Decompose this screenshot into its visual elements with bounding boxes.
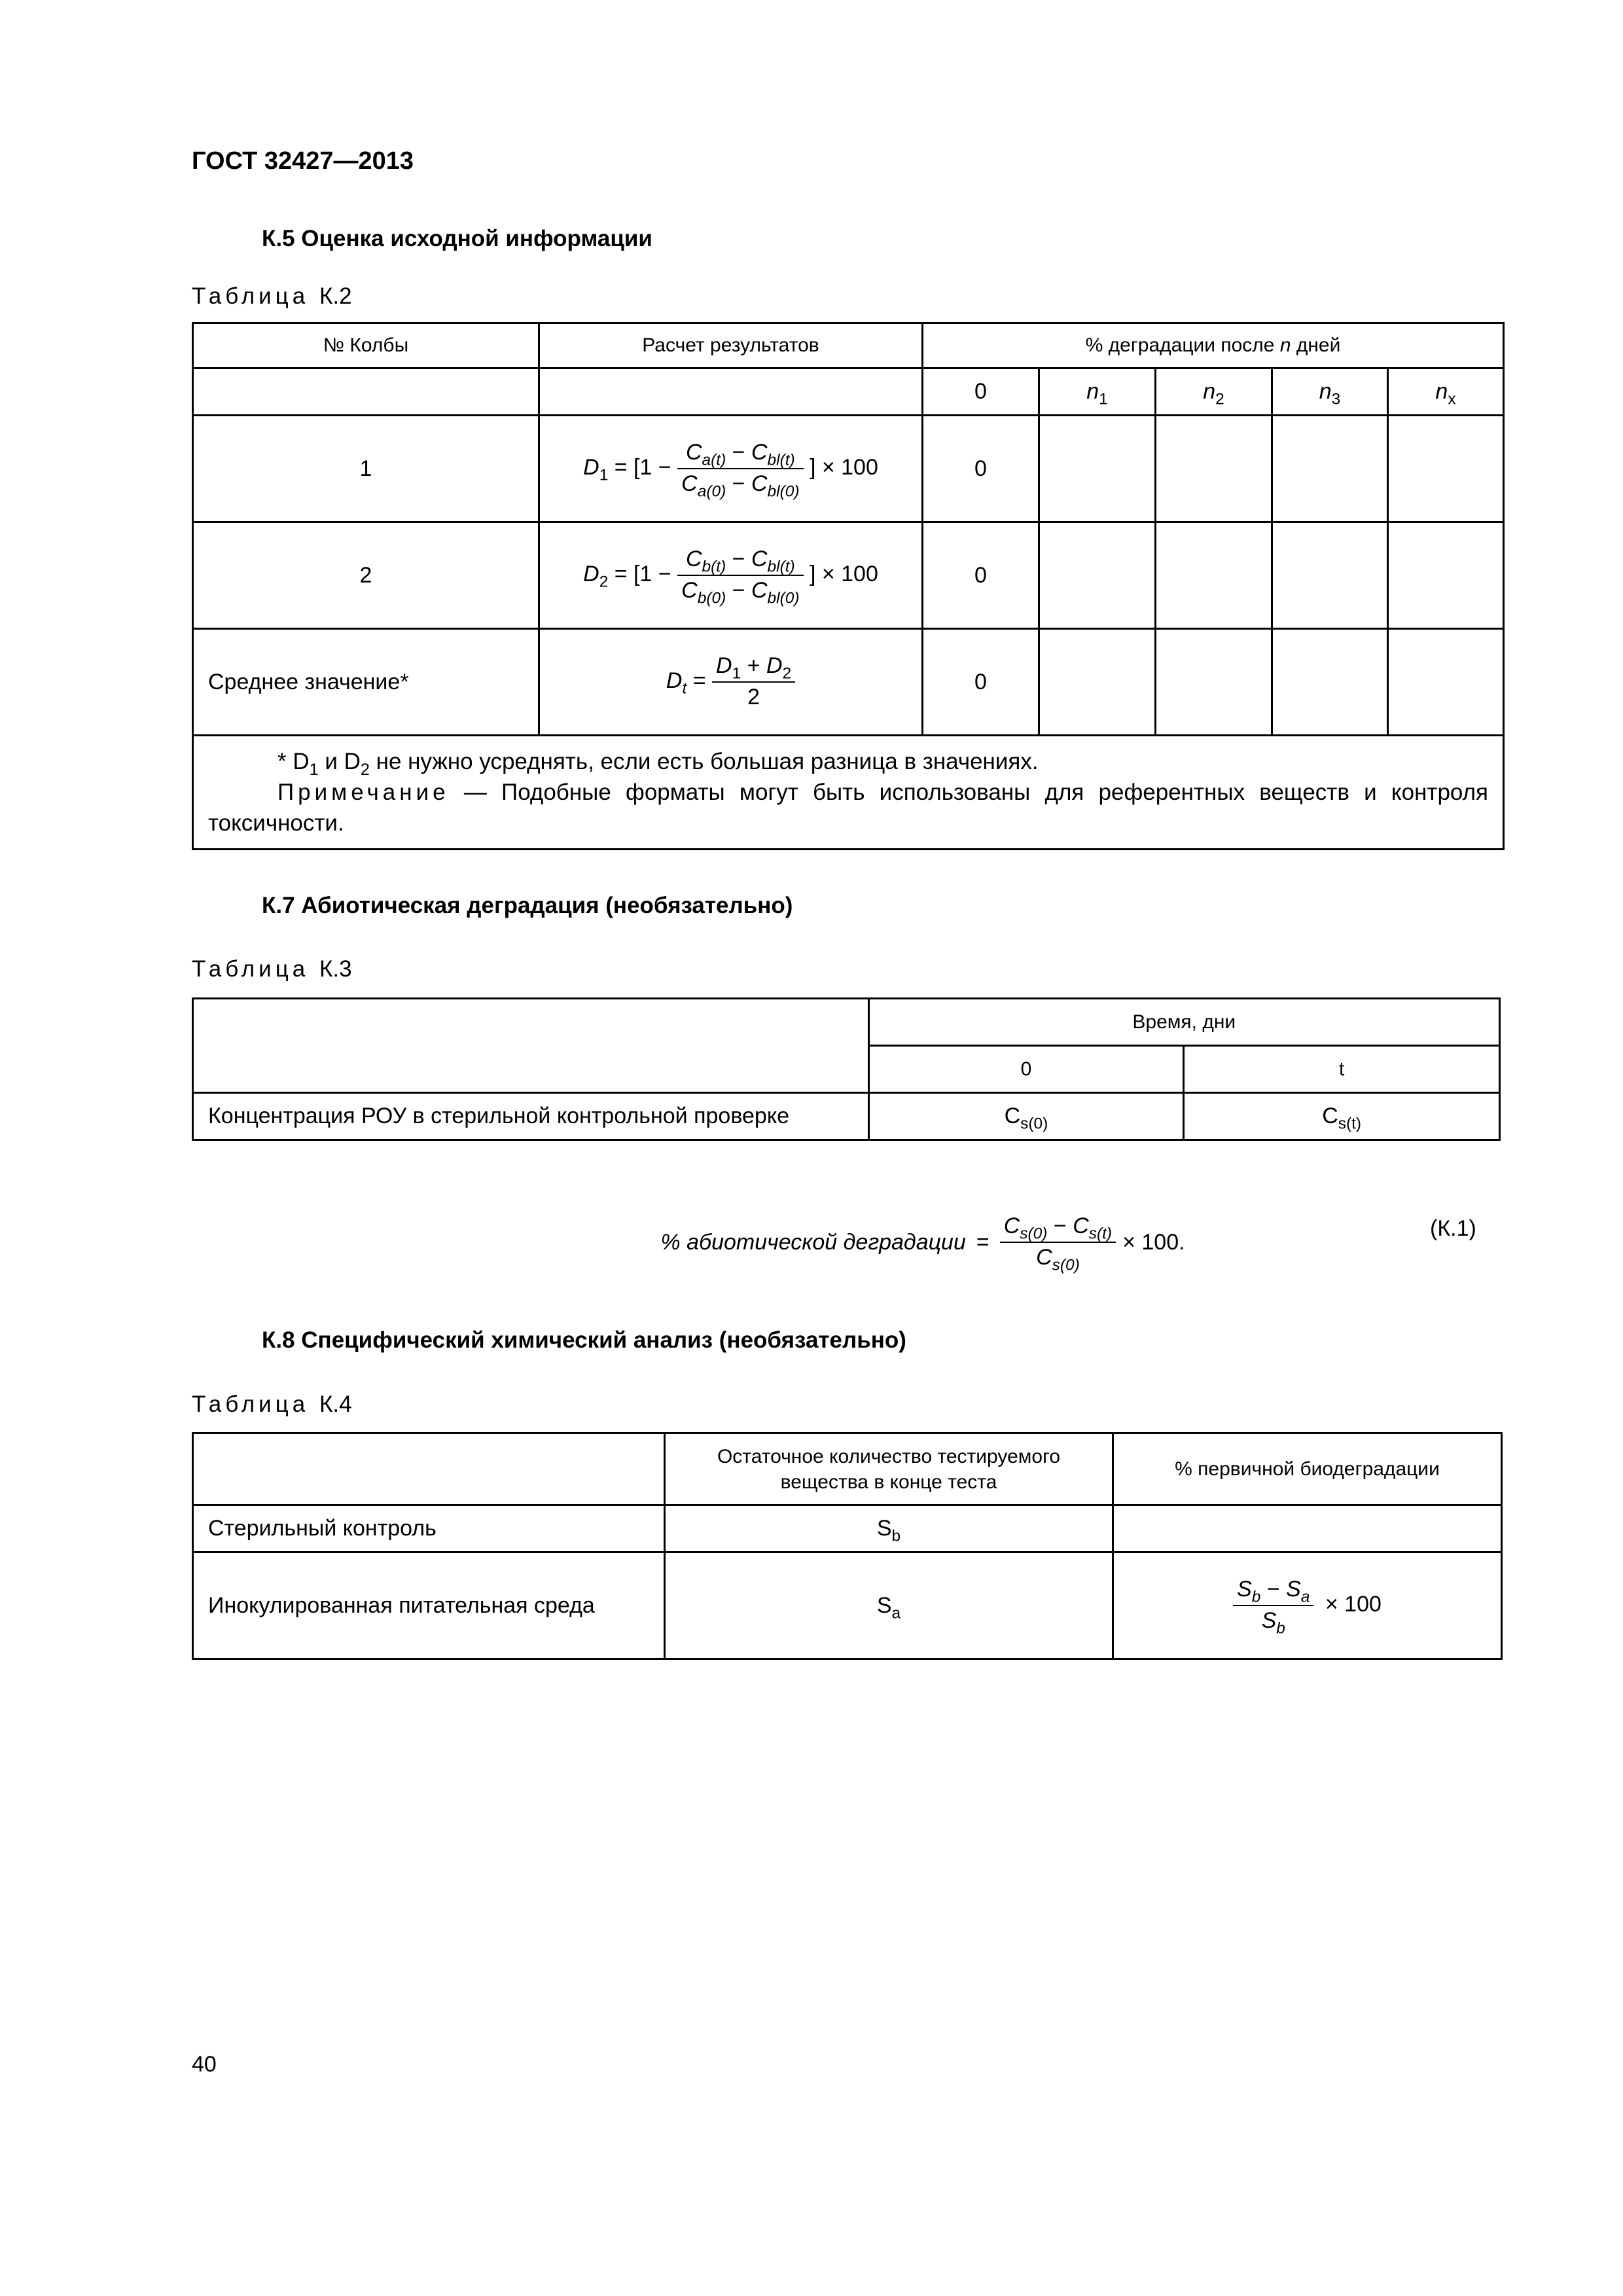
table-k2: [192, 322, 1505, 850]
flask-number: 1: [193, 416, 539, 522]
document-header: ГОСТ 32427—2013: [192, 147, 414, 175]
table-caption-prefix: Таблица: [192, 283, 310, 309]
value-cs0: $C_{s(0)}$: [868, 1093, 1184, 1140]
subheader-day-0: 0: [923, 368, 1039, 416]
row-label: Концентрация РОУ в стерильной контрольной проверке: [193, 1093, 869, 1140]
empty-cell: [1388, 629, 1504, 736]
table-k3-caption: [192, 956, 352, 982]
formula-biodegradation: $\frac{S_b - S_a}{S_b}$ × 100: [1113, 1552, 1502, 1659]
table-header-row: [193, 1433, 1502, 1505]
table-header-row: [193, 999, 1500, 1046]
header-time-days: Время, дни: [868, 999, 1499, 1046]
empty-cell: [1388, 416, 1504, 522]
flask-number: 2: [193, 522, 539, 629]
table-caption-prefix: Таблица: [192, 1391, 310, 1417]
value-sb: $S_b$: [665, 1505, 1113, 1552]
mean-label: Среднее значение*: [193, 629, 539, 736]
table-caption-prefix: Таблица: [192, 956, 310, 982]
table-note: Примечание — Подобные форматы могут быть использованы для референтных веществ и контроля токсичности.: [208, 779, 1488, 836]
header-degradation: % деградации после n дней: [923, 323, 1504, 368]
empty-cell: [193, 1433, 665, 1505]
header-flask-number: № Колбы: [193, 323, 539, 368]
table-subheader-row: [193, 368, 1504, 416]
formula-number: (К.1): [1430, 1216, 1476, 1241]
empty-cell: [1272, 522, 1388, 629]
empty-cell: [1156, 629, 1272, 736]
page-number: 40: [192, 2052, 217, 2077]
header-time-t: t: [1184, 1046, 1500, 1093]
table-notes-row: [193, 736, 1504, 850]
section-k7-title: К.7 Абиотическая деградация (необязательно): [262, 893, 793, 918]
formula-dt: $D_t$ = $\frac{D_1 + D_2}{2}$: [539, 629, 923, 736]
subheader-n1: $n_1$: [1039, 368, 1156, 416]
section-k5-title: К.5 Оценка исходной информации: [262, 226, 652, 251]
empty-cell: [1272, 416, 1388, 522]
header-calculation: Расчет результатов: [539, 323, 923, 368]
formula-d2: $D_2 = [1$ − $\frac{C_{b(t)} - C_{bl(t)}}{C_{b(0)} - C_{bl(0)}}$ ] × 100: [539, 522, 923, 629]
value-day-0: 0: [923, 416, 1039, 522]
empty-cell: [193, 999, 869, 1093]
empty-cell: [1039, 522, 1156, 629]
section-k8-title: К.8 Специфический химический анализ (необязательно): [262, 1327, 906, 1353]
empty-cell: [539, 368, 923, 416]
value-sa: $S_a$: [665, 1552, 1113, 1659]
subheader-n2: $n_2$: [1156, 368, 1272, 416]
table-row: [193, 1505, 1502, 1552]
subheader-n3: $n_3$: [1272, 368, 1388, 416]
header-primary-biodegradation: % первичной биодеградации: [1113, 1433, 1502, 1505]
empty-cell: [1113, 1505, 1502, 1552]
table-row: [193, 1552, 1502, 1659]
header-residual-amount: Остаточное количество тестируемого вещества в конце теста: [665, 1433, 1113, 1505]
empty-cell: [1388, 522, 1504, 629]
formula-d1: $D_1 = [1$ − $\frac{C_{a(t)} - C_{bl(t)}}{C_{a(0)} - C_{bl(0)}}$ ] × 100: [539, 416, 923, 522]
value-day-0: 0: [923, 522, 1039, 629]
row-label: Стерильный контроль: [193, 1505, 665, 1552]
formula-k1: % абиотической деградации = $\frac{C_{s(0)} - C_{s(t)}}{C_{s(0)}}$ × 100.: [660, 1213, 1185, 1274]
value-day-0: 0: [923, 629, 1039, 736]
table-row: [193, 416, 1504, 522]
table-k4-caption: [192, 1391, 352, 1418]
table-caption-number: К.2: [319, 283, 352, 309]
header-time-0: 0: [868, 1046, 1184, 1093]
table-header-row: [193, 323, 1504, 368]
table-k4: [192, 1432, 1503, 1660]
empty-cell: [1156, 416, 1272, 522]
table-row: [193, 1093, 1500, 1140]
footnote: * $D_1$ и $D_2$ не нужно усреднять, если есть большая разница в значениях.: [277, 748, 1039, 779]
table-k3: [192, 997, 1501, 1141]
table-k2-caption: [192, 283, 352, 310]
value-cst: $C_{s(t)}$: [1184, 1093, 1500, 1140]
empty-cell: [1039, 629, 1156, 736]
table-notes: [193, 736, 1504, 850]
empty-cell: [193, 368, 539, 416]
table-row-mean: [193, 629, 1504, 736]
table-row: [193, 522, 1504, 629]
row-label: Инокулированная питательная среда: [193, 1552, 665, 1659]
empty-cell: [1039, 416, 1156, 522]
empty-cell: [1272, 629, 1388, 736]
empty-cell: [1156, 522, 1272, 629]
table-caption-number: К.3: [319, 956, 352, 982]
table-caption-number: К.4: [319, 1391, 352, 1417]
subheader-nx: $n_x$: [1388, 368, 1504, 416]
